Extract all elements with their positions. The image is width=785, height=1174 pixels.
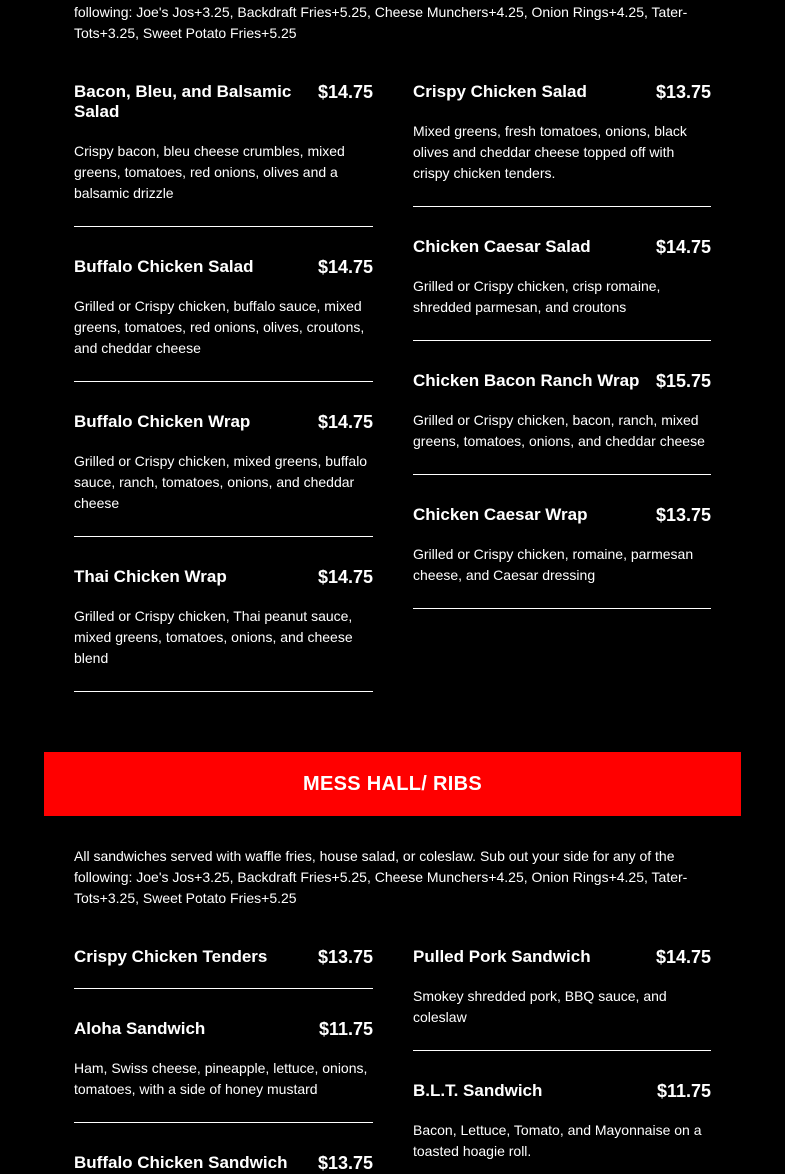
- item-name: Buffalo Chicken Wrap: [74, 412, 251, 431]
- menu-item: [413, 947, 711, 1051]
- menu-item: [413, 341, 711, 475]
- item-description: Grilled or Crispy chicken, buffalo sauce, mixed greens, tomatoes, red onions, olives, croutons, and cheddar cheese: [74, 298, 365, 356]
- item-name: Crispy Chicken Salad: [413, 82, 587, 101]
- item-name: Thai Chicken Wrap: [74, 567, 227, 586]
- item-price: $14.75: [317, 567, 373, 587]
- item-price: $14.75: [655, 237, 711, 257]
- menu-item: [74, 1123, 373, 1173]
- item-price: $14.75: [317, 412, 373, 432]
- item-name: Chicken Caesar Wrap: [413, 505, 588, 524]
- item-description: Grilled or Crispy chicken, mixed greens, buffalo sauce, ranch, tomatoes, onions, and cheddar cheese: [74, 453, 368, 511]
- item-price: $11.75: [656, 1081, 711, 1101]
- item-price: $13.75: [655, 82, 711, 102]
- item-name: Chicken Caesar Salad: [413, 237, 591, 256]
- item-name: Crispy Chicken Tenders: [74, 947, 268, 966]
- menu-item: [74, 382, 373, 537]
- item-price: $14.75: [317, 82, 373, 102]
- item-description: Grilled or Crispy chicken, crisp romaine, shredded parmesan, and croutons: [413, 278, 661, 315]
- menu-item: [413, 82, 711, 207]
- menu-item: [413, 475, 711, 609]
- item-price: $13.75: [317, 1153, 373, 1173]
- item-description: Grilled or Crispy chicken, Thai peanut sauce, mixed greens, tomatoes, onions, and cheese blend: [74, 608, 353, 666]
- item-name: Aloha Sandwich: [74, 1019, 206, 1038]
- menu-item: [74, 227, 373, 382]
- item-price: $14.75: [655, 947, 711, 967]
- section-title: MESS HALL/ RIBS: [303, 772, 482, 795]
- item-name: Bacon, Bleu, and Balsamic Salad: [74, 82, 292, 121]
- menu-item: [74, 82, 373, 227]
- item-description: Mixed greens, fresh tomatoes, onions, black olives and cheddar cheese topped off with crispy chicken tenders.: [413, 123, 687, 181]
- salads-intro: following: Joe's Jos+3.25, Backdraft Fries+5.25, Cheese Munchers+4.25, Onion Rings+4.25, Tater-Tots+3.25, Sweet Potato Fries+5.25: [74, 4, 688, 41]
- item-price: $13.75: [317, 947, 373, 967]
- mess-hall-left-column: [74, 947, 373, 1173]
- item-description: Crispy bacon, bleu cheese crumbles, mixed greens, tomatoes, red onions, olives and a balsamic drizzle: [74, 143, 345, 201]
- item-description: Bacon, Lettuce, Tomato, and Mayonnaise on a toasted hoagie roll.: [413, 1122, 702, 1159]
- menu-item: [74, 989, 373, 1123]
- item-description: Smokey shredded pork, BBQ sauce, and coleslaw: [413, 988, 667, 1025]
- menu-item: [74, 947, 373, 989]
- item-name: B.L.T. Sandwich: [413, 1081, 543, 1100]
- mess-hall-right-column: [413, 947, 711, 1162]
- item-description: Ham, Swiss cheese, pineapple, lettuce, onions, tomatoes, with a side of honey mustard: [74, 1060, 368, 1097]
- salads-left-column: [74, 82, 373, 692]
- item-name: Pulled Pork Sandwich: [413, 947, 591, 966]
- item-price: $15.75: [655, 371, 711, 391]
- item-name: Buffalo Chicken Sandwich: [74, 1153, 288, 1172]
- item-price: $13.75: [655, 505, 711, 525]
- menu-item: [413, 1051, 711, 1162]
- menu-item: [413, 207, 711, 341]
- menu-item: [74, 537, 373, 692]
- item-description: Grilled or Crispy chicken, romaine, parmesan cheese, and Caesar dressing: [413, 546, 694, 583]
- salads-right-column: [413, 82, 711, 609]
- item-price: $11.75: [318, 1019, 373, 1039]
- item-price: $14.75: [317, 257, 373, 277]
- item-name: Chicken Bacon Ranch Wrap: [413, 371, 640, 390]
- section-banner-mess-hall: [44, 752, 741, 816]
- mess-hall-intro: All sandwiches served with waffle fries, house salad, or coleslaw. Sub out your side for any of the following: Joe's Jos+3.25, Backdraft Fries+5.25, Cheese Munchers+4.25, Onion Rings+4.25, Tater-Tots+3.25, Sweet Potato Fries+5.25: [74, 848, 688, 906]
- item-name: Buffalo Chicken Salad: [74, 257, 254, 276]
- item-description: Grilled or Crispy chicken, bacon, ranch, mixed greens, tomatoes, onions, and cheddar cheese: [413, 412, 705, 449]
